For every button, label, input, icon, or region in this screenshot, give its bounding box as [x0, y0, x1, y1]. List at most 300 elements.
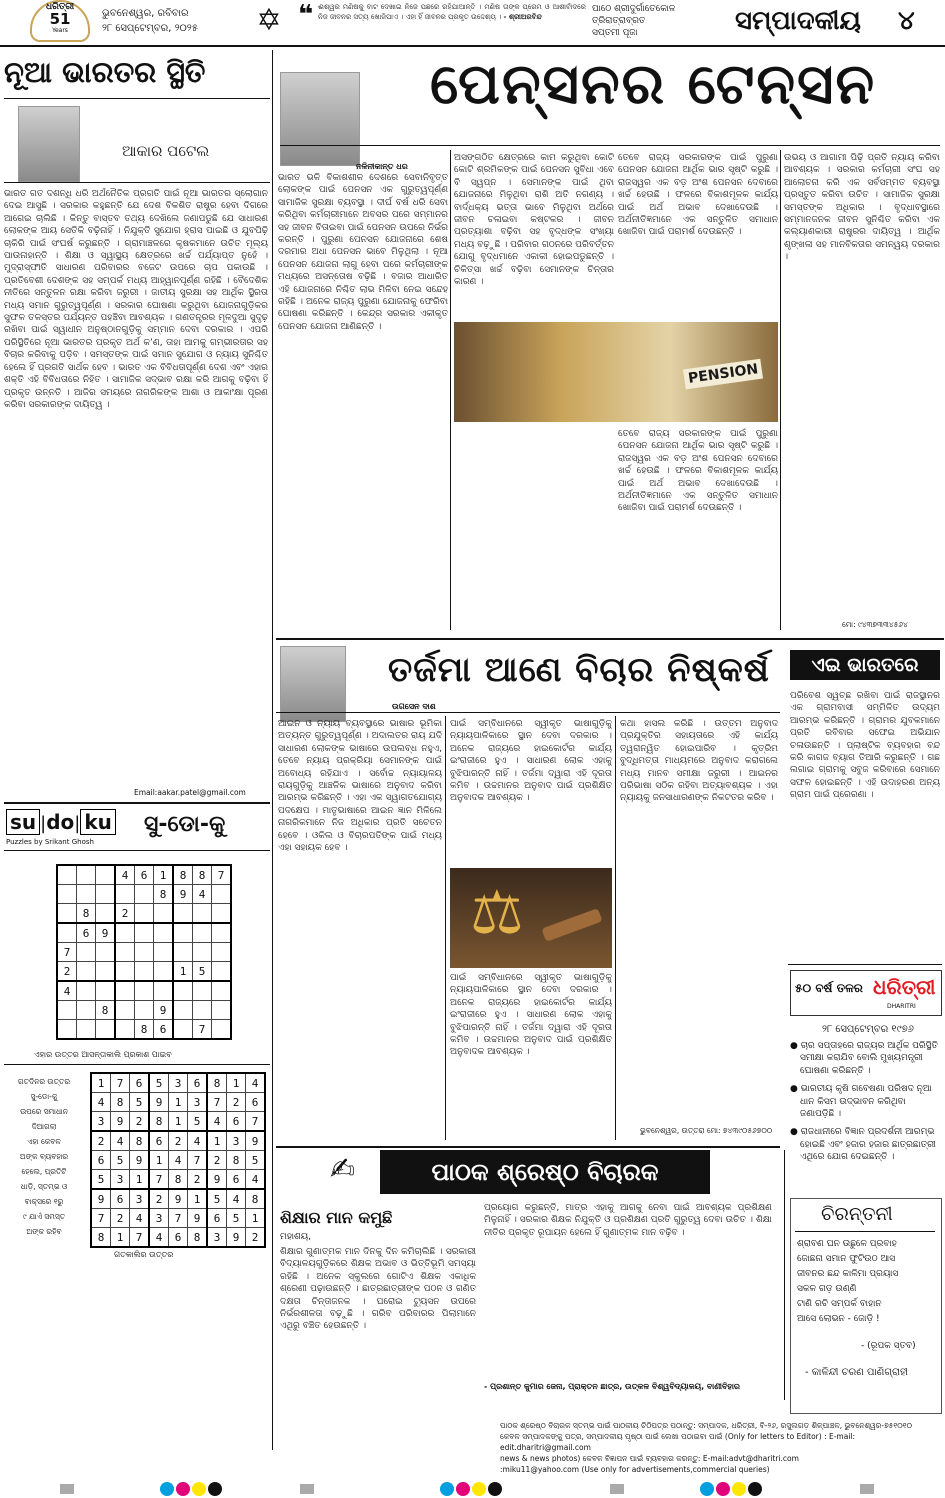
answer-cell: 4: [227, 1189, 246, 1209]
letter-salutation: ମହାଶୟ,: [280, 1232, 312, 1242]
main-author: ନଳିନୀକାନ୍ତ ଧର: [356, 162, 408, 171]
sudoku-cell[interactable]: [135, 943, 154, 962]
sudoku-cell[interactable]: 6: [154, 1020, 174, 1040]
sudoku-cell[interactable]: 8: [193, 865, 212, 885]
left-author: ଆକାର ପଟେଲ: [122, 142, 210, 160]
answer-cell: 6: [227, 1112, 246, 1132]
logo-years: 51: [49, 10, 71, 28]
second-headline-rule: [276, 712, 780, 713]
sudoku-cell[interactable]: [115, 1020, 135, 1040]
sudoku-cell[interactable]: [96, 1020, 116, 1040]
answer-cell: 7: [246, 1112, 266, 1132]
answer-cell: 3: [207, 1228, 227, 1248]
sudoku-cell[interactable]: [193, 981, 212, 1001]
answer-cell: 5: [207, 1189, 227, 1209]
sudoku-cell[interactable]: [212, 1001, 232, 1020]
answer-cell: 4: [188, 1131, 208, 1151]
calendar-line-2: ତ୍ରିରାତ୍ରାବ୍ରତ: [592, 16, 646, 26]
sudoku-cell[interactable]: [154, 904, 174, 924]
sudoku-side-label: ଦିଆଗଲା: [31, 1122, 57, 1131]
justice-image: [450, 868, 612, 968]
answer-cell: 7: [207, 1093, 227, 1112]
answer-cell: 6: [227, 1170, 246, 1190]
answer-cell: 5: [91, 1170, 111, 1190]
sudoku-cell[interactable]: [212, 981, 232, 1001]
reg-yellow-2: [472, 1482, 486, 1496]
answer-cell: 9: [246, 1131, 266, 1151]
sudoku-row: [57, 1020, 231, 1040]
sudoku-cell[interactable]: [173, 904, 193, 924]
answer-cell: 2: [246, 1228, 266, 1248]
left-body: ଭାରତ ଗତ ଦଶନ୍ଧି ଧରି ଅର୍ଥନୈତିକ ପ୍ରଗତି ପାଇଁ ନୂଆ ଭାରତର ସ୍ଲୋଗାନ ଦେଇ ଆସୁଛି । ସରକାର କହୁଛନ୍ତି ଯେ ଦେଶ ବିକଶିତ ରାଷ୍ଟ୍ର ହେବା ଦିଗରେ ଆଗେଇ ଚାଲିଛି । କିନ୍ତୁ ବାସ୍ତବ ତଥ୍ୟ ଦେଖିଲେ ଜଣାପଡୁଛି ଯେ ସାଧାରଣ ଲୋକଙ୍କ ଆୟ ସେତିକି ବଢ଼ିନାହିଁ । ନିଯୁକ୍ତି ସୁଯୋଗ ହ୍ରାସ ପାଇଛି ଓ ଯୁବପିଢ଼ି ଚାକିରି ପାଇଁ ସଂଘର୍ଷ କରୁଛନ୍ତି । ଗ୍ରାମାଞ୍ଚଳରେ କୃଷକମାନେ ଉଚିତ ମୂଲ୍ୟ ପାଉନାହାନ୍ତି । ଶିକ୍ଷା ଓ ସ୍ୱାସ୍ଥ୍ୟ କ୍ଷେତ୍ରରେ ଖର୍ଚ୍ଚ ପର୍ଯ୍ୟାପ୍ତ ନୁହେଁ । ମୁଦ୍ରାସ୍ଫୀତି ସାଧାରଣ ପରିବାରର ବଜେଟ ଉପରେ ଚାପ ପକାଉଛି । ପ୍ରତିବେଶୀ ଦେଶଙ୍କ ସହ ସମ୍ପର୍କ ମଧ୍ୟ ଆହ୍ୱାନପୂର୍ଣ୍ଣ ରହିଛି । ବୈଦେଶିକ ନୀତିରେ ସନ୍ତୁଳନ ରକ୍ଷା କରିବା ଜରୁରୀ । ଜାତୀୟ ସୁରକ୍ଷା ସହ ଆର୍ଥିକ ସ୍ଥିରତା ମଧ୍ୟ ସମାନ ଗୁରୁତ୍ୱପୂର୍ଣ୍ଣ । ସରକାର ଘୋଷଣା କରୁଥିବା ଯୋଜନାଗୁଡ଼ିକର ସୁଫଳ ତଳସ୍ତର ପର୍ଯ୍ୟନ୍ତ ପହଞ୍ଚିବା ଆବଶ୍ୟକ । ଗଣତନ୍ତ୍ରର ମୂଳଦୁଆ ସୁଦୃଢ଼ ରଖିବା ପାଇଁ ସ୍ୱାଧୀନ ଅନୁଷ୍ଠାନଗୁଡ଼ିକୁ ସମ୍ମାନ ଦେବା ଦରକାର । ଏପରି ପରିସ୍ଥିତିରେ ନୂଆ ଭାରତର ପ୍ରକୃତ ଅର୍ଥ କ’ଣ, ତାହା ଆମକୁ ଗମ୍ଭୀରତାର ସହ ବିଚାର କରିବାକୁ ପଡ଼ିବ । ସମସ୍ତଙ୍କ ପାଇଁ ସମାନ ସୁଯୋଗ ଓ ନ୍ୟାୟ ସୁନିଶ୍ଚିତ ହେଲେ ହିଁ ପ୍ରଗତି ସାର୍ଥକ ହେବ । ଭାରତ ଏକ ବିବିଧତାପୂର୍ଣ୍ଣ ଦେଶ ଏବଂ ଏହାର ଶକ୍ତି ଏହି ବିବିଧତାରେ ନିହିତ । ସାମାଜିକ ସଦ୍ଭାବ ରକ୍ଷା କରି ଆଗକୁ ବଢ଼ିବା ହିଁ ପ୍ରକୃତ ଉନ୍ନତି । ଆଜିର ସମୟରେ ନାଗରିକଙ୍କ ଆଶା ଓ ଆକାଂକ୍ଷା ପୂରଣ କରିବା ସରକାରଙ୍କ ଦାୟିତ୍ୱ ।: [4, 189, 268, 410]
swatch-gray-1: [60, 1484, 74, 1494]
sudoku-cell[interactable]: [77, 1001, 96, 1020]
reader-top-rule: [276, 1146, 780, 1148]
sudoku-answer-caption: ଗତକାଲିର ଉତ୍ତର: [114, 1250, 174, 1259]
fifty-years-logo: ଧରିତ୍ରୀ: [873, 975, 936, 999]
letter-signature: - ପ୍ରଶାନ୍ତ କୁମାର ଜେନା, ପ୍ରାକ୍ତନ ଛାତ୍ର, ଉତ୍କଳ ବିଶ୍ୱବିଦ୍ୟାଳୟ, ବାଣୀବିହାର: [484, 1382, 740, 1391]
sudoku-cell[interactable]: [115, 1001, 135, 1020]
footer-line-4: :miku11@yahoo.com (Use only for advertisements,commercial queries): [500, 1465, 770, 1474]
footer-contact: [500, 1420, 944, 1475]
answer-cell: 8: [188, 1228, 208, 1248]
main-body-col3: ତେବେ ରାଜ୍ୟ ସରକାରଙ୍କ ପାଇଁ ପୁରୁଣା ପେନସନ ଯୋଜନା ଆର୍ଥିକ ଭାର ସୃଷ୍ଟି କରୁଛି । ରାଜସ୍ୱର ଏକ ବଡ଼ ଅଂଶ ପେନସନ ଦେବାରେ ଖର୍ଚ୍ଚ ହେଉଛି । ଫଳରେ ବିକାଶମୂଳକ କାର୍ଯ୍ୟ ପାଇଁ ଅର୍ଥ ଅଭାବ ଦେଖାଦେଉଛି । ଅର୍ଥନୀତିଜ୍ଞମାନେ ଏକ ସନ୍ତୁଳିତ ସମାଧାନ ଖୋଜିବା ପାଇଁ ପରାମର୍ଶ ଦେଉଛନ୍ତି ।: [618, 153, 778, 238]
gavel-icon: [541, 908, 602, 942]
sudoku-cell[interactable]: [57, 1020, 77, 1040]
main-body-col1: ଭାରତ ଭଳି ବିକାଶଶୀଳ ଦେଶରେ ସେବାନିବୃତ୍ତ ଲୋକଙ୍କ ପାଇଁ ପେନସନ ଏକ ଗୁରୁତ୍ୱପୂର୍ଣ୍ଣ ସାମାଜିକ ସୁରକ୍ଷା ବ୍ୟବସ୍ଥା । ଦୀର୍ଘ ବର୍ଷ ଧରି ସେବା କରିଥିବା କର୍ମଚାରୀମାନେ ଅବସର ପରେ ସମ୍ମାନର ସହ ଜୀବନ ବିତାଇବା ପାଇଁ ପେନସନ ଉପରେ ନିର୍ଭର କରନ୍ତି । ପୁରୁଣା ପେନସନ ଯୋଜନାରେ ଶେଷ ଦରମାର ଅଧା ପେନସନ ଭାବେ ମିଳୁଥିଲା । ନୂଆ ପେନସନ ଯୋଜନା ଲାଗୁ ହେବା ପରେ କର୍ମଚାରୀଙ୍କ ମଧ୍ୟରେ ଅସନ୍ତୋଷ ବଢ଼ିଛି । ବଜାର ଆଧାରିତ ଏହି ଯୋଜନାରେ ନିଶ୍ଚିତ ଲାଭ ମିଳିବା ନେଇ ସନ୍ଦେହ ରହିଛି । ଅନେକ ରାଜ୍ୟ ପୁରୁଣା ଯୋଜନାକୁ ଫେରିବା ଘୋଷଣା କରିଛନ୍ତି । କେନ୍ଦ୍ର ସରକାର ଏକୀକୃତ ପେନସନ ଯୋଜନା ଆଣିଛନ୍ତି ।: [278, 173, 448, 332]
answer-cell: 1: [246, 1209, 266, 1228]
sudoku-cell[interactable]: [115, 923, 135, 943]
sudoku-cell[interactable]: 5: [193, 962, 212, 982]
page-number: ୪: [898, 6, 915, 36]
logo-name: ଧରିତ୍ରୀ: [45, 2, 75, 12]
scales-icon: ⚖: [470, 878, 524, 948]
right-divider: [784, 1150, 785, 1400]
answer-cell: 6: [188, 1073, 208, 1093]
main-col-divider-2: [780, 150, 781, 630]
sudoku-side-label: ଉପରେ ସମାଧାନ: [20, 1107, 68, 1116]
sudoku-cell[interactable]: [115, 981, 135, 1001]
reg-cyan-3: [700, 1482, 714, 1496]
second-author-photo: [280, 646, 346, 722]
sudoku-row: [57, 1001, 231, 1020]
answer-cell: 7: [169, 1209, 188, 1228]
main-body-col4: ଉଭୟ ଓ ଆଗାମୀ ପିଢ଼ି ପ୍ରତି ନ୍ୟାୟ କରିବା ଆବଶ୍ୟକ । ସରକାର କର୍ମଚାରୀ ସଂଘ ସହ ଆଲୋଚନା କରି ଏକ ସର୍ବସମ୍ମତ ବ୍ୟବସ୍ଥା ପ୍ରସ୍ତୁତ କରିବା ଉଚିତ । ସାମାଜିକ ସୁରକ୍ଷା ସମସ୍ତଙ୍କ ଅଧିକାର । ବୃଦ୍ଧାବସ୍ଥାରେ ସମ୍ମାନଜନକ ଜୀବନ ସୁନିଶ୍ଚିତ କରିବା ଏକ କଲ୍ୟାଣକାରୀ ରାଷ୍ଟ୍ରର ଦାୟିତ୍ୱ । ଆର୍ଥିକ ଶୃଙ୍ଖଳା ସହ ମାନବିକତାର ସମନ୍ୱୟ ଦରକାର ।: [784, 153, 940, 263]
answer-cell: 9: [188, 1209, 208, 1228]
sudoku-credit: Puzzles by Srikant Ghosh: [6, 838, 94, 846]
sudoku-side-label: ସୁ-ଡୋ-କୁ: [30, 1092, 58, 1101]
answer-row: [91, 1073, 265, 1093]
sudoku-cell[interactable]: [96, 962, 116, 982]
answer-cell: 6: [207, 1209, 227, 1228]
answer-cell: 3: [227, 1131, 246, 1151]
reg-yellow-3: [732, 1482, 746, 1496]
answer-cell: 3: [188, 1093, 208, 1112]
sudoku-cell[interactable]: [115, 885, 135, 904]
chirantani-head: ଚିରନ୍ତନୀ: [821, 1203, 893, 1225]
answer-cell: 9: [91, 1189, 111, 1209]
sudoku-row: [57, 885, 231, 904]
chirantani-line: ଆସେ ଲୋଭନ - ଜୋଡ଼ି !: [797, 1314, 880, 1324]
swatch-gray-4: [860, 1484, 874, 1494]
sudoku-cell[interactable]: [173, 981, 193, 1001]
left-headline-rule: [4, 98, 270, 99]
reg-magenta-3: [716, 1482, 730, 1496]
main-bottom-rule: [276, 638, 944, 640]
answer-cell: 8: [149, 1112, 169, 1132]
sudoku-grid[interactable]: [56, 864, 232, 1040]
dharitri-logo: [30, 0, 90, 42]
answer-cell: 8: [111, 1093, 130, 1112]
fifty-years-logo-sub: DHARITRI: [887, 1003, 916, 1010]
sudoku-cell[interactable]: 9: [96, 923, 116, 943]
sudoku-cell[interactable]: 6: [77, 923, 96, 943]
sudoku-brand-oriya: ସୁ-ଡୋ-କୁ: [144, 812, 226, 837]
answer-cell: 7: [91, 1209, 111, 1228]
section-title: ସମ୍ପାଦକୀୟ: [735, 6, 861, 36]
sudoku-cell[interactable]: [77, 885, 96, 904]
sudoku-row: [57, 923, 231, 943]
answer-cell: 3: [111, 1170, 130, 1190]
fifty-years-item: ● ଚାର ସପ୍ତାହରେ ରାଜ୍ୟର ଆର୍ଥିକ ପରିସ୍ଥିତି ସମୀକ୍ଷା କରାଯିବ ବୋଲି ମୁଖ୍ୟମନ୍ତ୍ରୀ ଘୋଷଣା କରିଛନ୍ତି ।: [790, 1041, 938, 1076]
answer-row: [91, 1209, 265, 1228]
masthead-quote: [318, 3, 586, 43]
sudoku-cell[interactable]: [135, 962, 154, 982]
sudoku-cell[interactable]: [57, 865, 77, 885]
chirantani-head-rule: [795, 1231, 935, 1232]
sudoku-cell[interactable]: [212, 1020, 232, 1040]
sudoku-row: [57, 865, 231, 885]
reg-black-3: [748, 1482, 762, 1496]
fifty-years-item: ● ରାଜଧାନୀରେ ବିଜ୍ଞାନ ପ୍ରଦର୍ଶନୀ ଆରମ୍ଭ ହୋଇଛି ଏବଂ ହଜାର ହଜାର ଛାତ୍ରଛାତ୍ରୀ ଏଥିରେ ଯୋଗ ଦେଇଛନ୍ତି ।: [790, 1127, 936, 1163]
sudoku-cell[interactable]: 8: [154, 885, 174, 904]
main-body-col2: ଅସଙ୍ଗଠିତ କ୍ଷେତ୍ରରେ କାମ କରୁଥିବା କୋଟି କୋଟି ଶ୍ରମିକଙ୍କ ପାଇଁ ପେନସନ ସୁବିଧା ଏବେ ବି ସ୍ୱପ୍ନ । ସେମାନଙ୍କ ପାଇଁ ଥିବା ଯୋଜନାରେ ମିଳୁଥିବା ରାଶି ଅତି ନଗଣ୍ୟ । ବାର୍ଦ୍ଧକ୍ୟ ଭତ୍ତା ଭାବେ ମିଳୁଥିବା ଅର୍ଥରେ ଜୀବନ ଚଳାଇବା କଷ୍ଟକର । ଜୀବନ ପ୍ରତ୍ୟାଶା ବଢ଼ିବା ସହ ବୃଦ୍ଧଙ୍କ ସଂଖ୍ୟା ମଧ୍ୟ ବଢ଼ୁଛି । ପରିବାର ଗଠନରେ ପରିବର୍ତ୍ତନ ଯୋଗୁ ବୃଦ୍ଧମାନେ ଏକାକୀ ହୋଇପଡୁଛନ୍ତି । ଚିକିତ୍ସା ଖର୍ଚ୍ଚ ବଢ଼ିବା ସେମାନଙ୍କ ଚିନ୍ତାର କାରଣ ।: [454, 153, 614, 288]
sudoku-cell[interactable]: 4: [193, 885, 212, 904]
answer-cell: 2: [111, 1209, 130, 1228]
sudoku-cell[interactable]: [96, 865, 116, 885]
pen-icon: ✍: [330, 1152, 356, 1187]
reg-magenta: [176, 1482, 190, 1496]
sudoku-cell[interactable]: 8: [173, 865, 193, 885]
answer-cell: 4: [246, 1073, 266, 1093]
reg-cyan-2: [440, 1482, 454, 1496]
sudoku-head-rule: [4, 850, 270, 851]
ei-bharatare-title: ଏଇ ଭାରତରେ: [811, 654, 919, 676]
answer-cell: 9: [207, 1170, 227, 1190]
sudoku-cell[interactable]: 8: [96, 1001, 116, 1020]
sudoku-cell[interactable]: [96, 904, 116, 924]
chirantani-lines: [797, 1237, 937, 1327]
fifty-years-label: ୫୦ ବର୍ଷ ତଳର: [795, 981, 863, 995]
sudoku-cell[interactable]: [154, 962, 174, 982]
main-col-divider-1: [450, 150, 451, 630]
sudoku-cell[interactable]: [96, 885, 116, 904]
masthead-dateline: [102, 6, 232, 36]
left-email: Email:aakar.patel@gmail.com: [134, 788, 246, 797]
sudoku-cell[interactable]: 7: [212, 865, 232, 885]
answer-cell: 3: [91, 1112, 111, 1132]
sudoku-cell[interactable]: [212, 885, 232, 904]
sudoku-cell[interactable]: 9: [173, 885, 193, 904]
answer-cell: 5: [130, 1093, 150, 1112]
sudoku-cell[interactable]: 2: [57, 962, 77, 982]
sudoku-side-label: ଗତଦିନର ଉତ୍ତର: [17, 1077, 71, 1086]
answer-row: [91, 1189, 265, 1209]
sudoku-side-label: ୯ ଯାଏଁ ସମସ୍ତ: [22, 1212, 66, 1221]
calendar-line-1: ପାଠେ ଶ୍ରୀଦୁର୍ଗାତେକୋଳ: [592, 4, 676, 14]
main-contact: ମୋ: ୯୪୩୭୩୩୪୫୬୪: [842, 620, 908, 629]
masthead: [0, 0, 945, 44]
sudoku-side-label: ବାକ୍ସରେ ୧ରୁ: [24, 1197, 64, 1206]
registration-bar: [0, 1482, 945, 1496]
reg-cyan: [160, 1482, 174, 1496]
answer-cell: 2: [169, 1131, 188, 1151]
answer-cell: 2: [149, 1189, 169, 1209]
sudoku-cell[interactable]: [57, 1001, 77, 1020]
brand-do: do: [46, 810, 75, 834]
answer-cell: 1: [188, 1189, 208, 1209]
answer-cell: 2: [227, 1093, 246, 1112]
sudoku-cell[interactable]: [193, 943, 212, 962]
sudoku-cell[interactable]: [154, 981, 174, 1001]
sudoku-mid-rule: [4, 1064, 270, 1065]
answer-cell: 6: [111, 1189, 130, 1209]
sudoku-cell[interactable]: [77, 865, 96, 885]
ei-bharatare-body: ପରିବେଶ ସ୍ୱଚ୍ଛ ରଖିବା ପାଇଁ ରାଜସ୍ଥାନର ଏକ ଗ୍ରାମବାସୀ ସମ୍ମିଳିତ ଉଦ୍ୟମ ଆରମ୍ଭ କରିଛନ୍ତି । ଗ୍ରାମର ଯୁବକମାନେ ପ୍ରତି ରବିବାର ସଫେଇ ଅଭିଯାନ ଚଳାଉଛନ୍ତି । ପ୍ଲାଷ୍ଟିକ ବ୍ୟବହାର ବନ୍ଦ କରି କାଗଜ ବ୍ୟାଗ ତିଆରି କରୁଛନ୍ତି । ଗଛ ଲଗାଇ ଗ୍ରାମକୁ ସବୁଜ କରିବାରେ ସେମାନେ ସଫଳ ହୋଇଛନ୍ତି । ଏହି ଉଦାହରଣ ଅନ୍ୟ ଗ୍ରାମ ପାଇଁ ପ୍ରେରଣା ।: [790, 691, 940, 801]
answer-cell: 3: [169, 1073, 188, 1093]
answer-row: [91, 1228, 265, 1248]
sudoku-cell[interactable]: 2: [115, 904, 135, 924]
answer-cell: 9: [227, 1228, 246, 1248]
fifty-years-items: [790, 1040, 940, 1170]
sudoku-cell[interactable]: [77, 962, 96, 982]
footer-line-1: ପାଠକ ଶ୍ରେଷ୍ଠ ବିଚାରକ ସ୍ତମ୍ଭ ପାଇଁ ପାଠକୀୟ ଚିଠିପତ୍ର ପଠାନ୍ତୁ: ସମ୍ପାଦକ, ଧରିତ୍ରୀ, ବି-୨୬, ରସୁଲଗଡ଼ ଶିଳ୍ପାଞ୍ଚଳ, ଭୁବନେଶ୍ୱର-୭୫୧୦୧୦: [500, 1421, 913, 1430]
sudoku-answer-grid: [90, 1072, 266, 1248]
chirantani-line: ଜୋଛନା ସମାନ ଫୁଟିଉଠ ଆସ: [797, 1254, 896, 1264]
sudoku-brand: [6, 810, 116, 834]
ei-bharatare-head: [790, 650, 940, 680]
star-emblem-icon: ✡: [256, 3, 282, 38]
sudoku-cell[interactable]: 1: [154, 865, 174, 885]
sudoku-note: ଏହାର ଉତ୍ତର ଆସନ୍ତାକାଲି ପ୍ରକାଶ ପାଇବ: [34, 1050, 172, 1059]
quote-author: - ଶ୍ରୀଅରବିନ୍ଦ: [503, 12, 542, 21]
answer-cell: 8: [207, 1073, 227, 1093]
sudoku-row: [57, 962, 231, 982]
reg-black-2: [488, 1482, 502, 1496]
answer-cell: 9: [169, 1189, 188, 1209]
sudoku-cell[interactable]: [193, 923, 212, 943]
answer-cell: 1: [130, 1170, 150, 1190]
second-col-divider-2: [615, 716, 616, 1140]
chirantani-line: ଶ୍ରାବଣ ଘନ ଉଛୁଳେ ପ୍ରବାହ: [797, 1239, 897, 1249]
second-body-col2: ପାଇଁ ସମ୍ବିଧାନରେ ସ୍ୱୀକୃତ ଭାଷାଗୁଡ଼ିକୁ ନ୍ୟାୟପାଳିକାରେ ସ୍ଥାନ ଦେବା ଦରକାର । ଅନେକ ରାଜ୍ୟରେ ହାଇକୋର୍ଟର କାର୍ଯ୍ୟ ଇଂରାଜୀରେ ହୁଏ । ସାଧାରଣ ଲୋକ ଏହାକୁ ବୁଝିପାରନ୍ତି ନାହିଁ । ତର୍ଜମା ଦ୍ୱାରା ଏହି ଦୂରତା କମିବ । ଉଚ୍ଚମାନର ଅନୁବାଦ ପାଇଁ ପ୍ରଶିକ୍ଷିତ ଅନୁବାଦକ ଆବଶ୍ୟକ ।: [450, 719, 612, 804]
left-column-article: [4, 50, 270, 800]
letter-col1: ଶିକ୍ଷାର ଗୁଣାତ୍ମକ ମାନ ଦିନକୁ ଦିନ କମିଚାଲିଛି । ସରକାରୀ ବିଦ୍ୟାଳୟଗୁଡ଼ିକରେ ଶିକ୍ଷକ ଅଭାବ ଓ ଭିତ୍ତିଭୂମି ସମସ୍ୟା ରହିଛି । ଅନେକ ସ୍କୁଲରେ ଗୋଟିଏ ଶିକ୍ଷକ ଏକାଧିକ ଶ୍ରେଣୀ ପଢ଼ାଉଛନ୍ତି । ଛାତ୍ରଛାତ୍ରୀଙ୍କ ପଠନ ଓ ଗଣିତ ଦକ୍ଷତା ଚିନ୍ତାଜନକ । ଘରୋଇ ଟ୍ୟୁସନ ଉପରେ ନିର୍ଭରଶୀଳତା ବଢ଼ୁଛି । ଗରିବ ପରିବାରର ପିଲାମାନେ ଏଥିରୁ ବଞ୍ଚିତ ହେଉଛନ୍ତି ।: [280, 1247, 476, 1332]
chirantani-line: ସକଳ ଗଡ଼ ଉଣ୍ଣି: [797, 1284, 857, 1294]
second-contact: ଭୁବନେଶ୍ୱର, ଉତ୍ତରା ମୋ: ୭୪୩୯୦୫୬୭୦୦: [640, 1126, 773, 1135]
sudoku-cell[interactable]: [77, 943, 96, 962]
answer-cell: 7: [188, 1151, 208, 1170]
main-body-col3b: ତେବେ ରାଜ୍ୟ ସରକାରଙ୍କ ପାଇଁ ପୁରୁଣା ପେନସନ ଯୋଜନା ଆର୍ଥିକ ଭାର ସୃଷ୍ଟି କରୁଛି । ରାଜସ୍ୱର ଏକ ବଡ଼ ଅଂଶ ପେନସନ ଦେବାରେ ଖର୍ଚ୍ଚ ହେଉଛି । ଫଳରେ ବିକାଶମୂଳକ କାର୍ଯ୍ୟ ପାଇଁ ଅର୍ଥ ଅଭାବ ଦେଖାଦେଉଛି । ଅର୍ଥନୀତିଜ୍ଞମାନେ ଏକ ସନ୍ତୁଳିତ ସମାଧାନ ଖୋଜିବା ପାଇଁ ପରାମର୍ଶ ଦେଉଛନ୍ତି ।: [618, 429, 778, 514]
answer-cell: 1: [91, 1073, 111, 1093]
second-author: ଉଗସେନ ଦାଶ: [392, 702, 436, 711]
sudoku-cell[interactable]: [135, 885, 154, 904]
sudoku-cell[interactable]: [135, 1001, 154, 1020]
answer-cell: 2: [188, 1170, 208, 1190]
second-body-col3: କଥା ହାସଲ କରିଛି । ଉତ୍ତମ ଅନୁବାଦ ପ୍ରଯୁକ୍ତିର ସହାୟତାରେ ଏହି କାର୍ଯ୍ୟ ତ୍ୱରାନ୍ୱିତ ହୋଇପାରିବ । କୃତ୍ରିମ ବୁଦ୍ଧିମତ୍ତା ମାଧ୍ୟମରେ ଅନୁବାଦ କରାଗଲେ ମଧ୍ୟ ମାନବ ସମୀକ୍ଷା ଜରୁରୀ । ଆଇନର ପରିଭାଷା ସଠିକ ରହିବା ଅତ୍ୟାବଶ୍ୟକ । ଏହା ନ୍ୟାୟକୁ ଜନସାଧାରଣଙ୍କ ନିକଟତର କରିବ ।: [620, 719, 778, 804]
sudoku-cell[interactable]: [173, 1001, 193, 1020]
sudoku-top-rule: [4, 802, 270, 804]
answer-cell: 5: [188, 1112, 208, 1132]
issue-date: ୨୮ ସେପ୍ଟେମ୍ବର, ୨୦୨୫: [102, 23, 199, 34]
sudoku-cell[interactable]: [212, 923, 232, 943]
swatch-gray-2: [300, 1484, 314, 1494]
answer-cell: 4: [91, 1093, 111, 1112]
letter-col2: ପ୍ରୟୋଗ କରୁଛନ୍ତି, ମାତ୍ର ଏହାକୁ ଆଗକୁ ନେବା ପାଇଁ ଆବଶ୍ୟକ ପ୍ରଶିକ୍ଷଣ ମିଳୁନାହିଁ । ସରକାର ଶିକ୍ଷକ ନିଯୁକ୍ତି ଓ ପ୍ରଶିକ୍ଷଣ ପ୍ରତି ଗୁରୁତ୍ୱ ଦେବା ଉଚିତ । ଶିକ୍ଷା ନୀତିର ପ୍ରକୃତ ରୂପାୟନ ହେଲେ ହିଁ ଗୁଣାତ୍ମକ ମାନ ବଢ଼ିବ ।: [484, 1203, 772, 1238]
answer-cell: 9: [111, 1112, 130, 1132]
sudoku-cell[interactable]: [96, 943, 116, 962]
answer-row: [91, 1093, 265, 1112]
sudoku-cell[interactable]: 9: [154, 1001, 174, 1020]
sudoku-cell[interactable]: [57, 904, 77, 924]
fifty-years-item: ● ଭାରତୀୟ କୃଷି ଗବେଷଣା ପରିଷଦ ନୂଆ ଧାନ କିସମ ଉଦ୍ଭାବନ କରିଥିବା ଜଣାପଡ଼ିଛି ।: [790, 1084, 932, 1120]
sudoku-row: [57, 981, 231, 1001]
answer-cell: 4: [246, 1170, 266, 1190]
sudoku-cell[interactable]: [173, 923, 193, 943]
swatch-gray-3: [610, 1484, 624, 1494]
answer-cell: 2: [207, 1151, 227, 1170]
footer-line-3: news & news photos) କେବଳ ବିଜ୍ଞାପନ ପାଇଁ ବ୍ୟବହାର କରନ୍ତୁ: E-mail:advt@dharitri.com: [500, 1454, 799, 1463]
main-headline: ପେନ୍‌ସନର ଟେନ୍‌ସନ: [430, 52, 877, 117]
sudoku-cell[interactable]: [173, 943, 193, 962]
masthead-rule: [0, 45, 945, 47]
answer-cell: 1: [169, 1093, 188, 1112]
sudoku-cell[interactable]: [77, 981, 96, 1001]
sudoku-cell[interactable]: [212, 943, 232, 962]
answer-cell: 7: [149, 1170, 169, 1190]
answer-cell: 8: [91, 1228, 111, 1248]
chirantani-line: ଜୀବନର ଛନ୍ଦ କାଳିମା ପ୍ରୟାସ: [797, 1269, 899, 1279]
chirantani-attribution-1: - (ରୂପକ ସ୍ତବ): [861, 1341, 916, 1351]
footer-line-2: କେବଳ ସମ୍ପାଦକଙ୍କୁ ପତ୍ର, ସମ୍ପାଦକୀୟ ପୃଷ୍ଠା ପାଇଁ ଲେଖା ପଠାଇବା ପାଇଁ (Only for letters to Editor) : E-mail: edit.dharitri@gmail.com: [500, 1432, 856, 1452]
answer-row: [91, 1131, 265, 1151]
sudoku-cell[interactable]: 4: [115, 865, 135, 885]
sudoku-cell[interactable]: [57, 885, 77, 904]
chirantani-line: ଟାଣି ରଚି ସମ୍ପର୍କ ବାହାନ: [797, 1299, 882, 1309]
reg-black: [208, 1482, 222, 1496]
second-headline: ତର୍ଜମା ଆଣେ ବିଚାର ନିଷ୍କର୍ଷ: [388, 650, 770, 690]
answer-cell: 6: [91, 1151, 111, 1170]
sudoku-cell[interactable]: 8: [135, 1020, 154, 1040]
answer-cell: 1: [207, 1131, 227, 1151]
answer-cell: 2: [91, 1131, 111, 1151]
sudoku-cell[interactable]: [212, 904, 232, 924]
answer-cell: 7: [130, 1228, 150, 1248]
answer-cell: 1: [169, 1112, 188, 1132]
answer-cell: 4: [130, 1209, 150, 1228]
answer-row: [91, 1151, 265, 1170]
sudoku-cell[interactable]: [173, 1020, 193, 1040]
answer-cell: 5: [227, 1209, 246, 1228]
sudoku-cell[interactable]: [96, 981, 116, 1001]
fifty-years-date: ୨୮ ସେପ୍ଟେମ୍ବର ୧୯୭୬: [822, 1024, 914, 1035]
answer-cell: 4: [169, 1151, 188, 1170]
chirantani-attribution-2: - କାଳିନ୍ଦୀ ଚରଣ ପାଣିଗ୍ରାହୀ: [805, 1367, 908, 1378]
sudoku-cell[interactable]: 7: [193, 1020, 212, 1040]
sudoku-cell[interactable]: [57, 923, 77, 943]
left-divider: [272, 50, 273, 1450]
answer-cell: 6: [130, 1073, 150, 1093]
answer-cell: 3: [149, 1209, 169, 1228]
sudoku-cell[interactable]: [115, 943, 135, 962]
sudoku-cell[interactable]: [135, 923, 154, 943]
answer-cell: 9: [130, 1151, 150, 1170]
sudoku-side-label: ଅଙ୍କ ରହିବ: [26, 1227, 62, 1236]
sudoku-cell[interactable]: 7: [57, 943, 77, 962]
reader-banner: [380, 1150, 710, 1194]
sudoku-cell[interactable]: [115, 962, 135, 982]
sudoku-side-label: ଧାଡ଼ି, ସ୍ତମ୍ଭ ଓ: [20, 1182, 68, 1191]
calendar-line-3: ସପ୍ତମୀ ପୂଜା: [592, 28, 638, 38]
city-day: ଭୁବନେଶ୍ୱର, ରବିବାର: [102, 8, 189, 19]
answer-cell: 6: [246, 1093, 266, 1112]
sudoku-cell[interactable]: 6: [135, 865, 154, 885]
sudoku-cell[interactable]: 8: [77, 904, 96, 924]
reg-yellow: [192, 1482, 206, 1496]
sudoku-cell[interactable]: 4: [57, 981, 77, 1001]
answer-cell: 1: [149, 1151, 169, 1170]
answer-cell: 8: [246, 1189, 266, 1209]
second-body-col2b: ପାଇଁ ସମ୍ବିଧାନରେ ସ୍ୱୀକୃତ ଭାଷାଗୁଡ଼ିକୁ ନ୍ୟାୟପାଳିକାରେ ସ୍ଥାନ ଦେବା ଦରକାର । ଅନେକ ରାଜ୍ୟରେ ହାଇକୋର୍ଟର କାର୍ଯ୍ୟ ଇଂରାଜୀରେ ହୁଏ । ସାଧାରଣ ଲୋକ ଏହାକୁ ବୁଝିପାରନ୍ତି ନାହିଁ । ତର୍ଜମା ଦ୍ୱାରା ଏହି ଦୂରତା କମିବ । ଉଚ୍ଚମାନର ଅନୁବାଦ ପାଇଁ ପ୍ରଶିକ୍ଷିତ ଅନୁବାଦକ ଆବଶ୍ୟକ ।: [450, 973, 612, 1058]
answer-row: [91, 1112, 265, 1132]
sudoku-row: [57, 943, 231, 962]
sudoku-cell[interactable]: [135, 904, 154, 924]
sudoku-side-labels: [4, 1074, 84, 1239]
answer-cell: 1: [111, 1228, 130, 1248]
sudoku-cell[interactable]: [193, 904, 212, 924]
sudoku-side-label: ଏହା କେବଳ: [27, 1137, 61, 1146]
quote-mark-icon: ❝: [298, 0, 314, 30]
answer-cell: 7: [111, 1073, 130, 1093]
answer-row: [91, 1170, 265, 1190]
brand-su: su: [6, 809, 40, 835]
pension-label: PENSION: [683, 359, 763, 390]
sudoku-cell[interactable]: [154, 943, 174, 962]
sudoku-cell[interactable]: [77, 1020, 96, 1040]
left-author-rule: [4, 182, 270, 183]
answer-cell: 1: [227, 1073, 246, 1093]
logo-sub: Years: [52, 27, 68, 34]
main-author-photo: [280, 72, 360, 166]
sudoku-cell[interactable]: [212, 962, 232, 982]
answer-cell: 4: [207, 1112, 227, 1132]
calendar-box: [592, 3, 722, 39]
reader-banner-title: ପାଠକ ଶ୍ରେଷ୍ଠ ବିଚାରକ: [431, 1158, 659, 1186]
chirantani-box: [790, 1198, 942, 1414]
sudoku-cell[interactable]: [154, 923, 174, 943]
sudoku-cell[interactable]: [135, 981, 154, 1001]
brand-ku: ku: [80, 809, 116, 835]
sudoku-cell[interactable]: 1: [173, 962, 193, 982]
letter-title: ଶିକ୍ଷାର ମାନ କମୁଛି: [280, 1208, 393, 1227]
fifty-years-banner: [790, 970, 942, 1016]
answer-cell: 4: [149, 1228, 169, 1248]
ei-bharatare-rule: [788, 964, 942, 965]
answer-cell: 5: [149, 1073, 169, 1093]
sudoku-cell[interactable]: [193, 1001, 212, 1020]
left-headline: ନୂଆ ଭାରତର ସ୍ଥିତି: [4, 55, 206, 89]
answer-cell: 4: [111, 1131, 130, 1151]
